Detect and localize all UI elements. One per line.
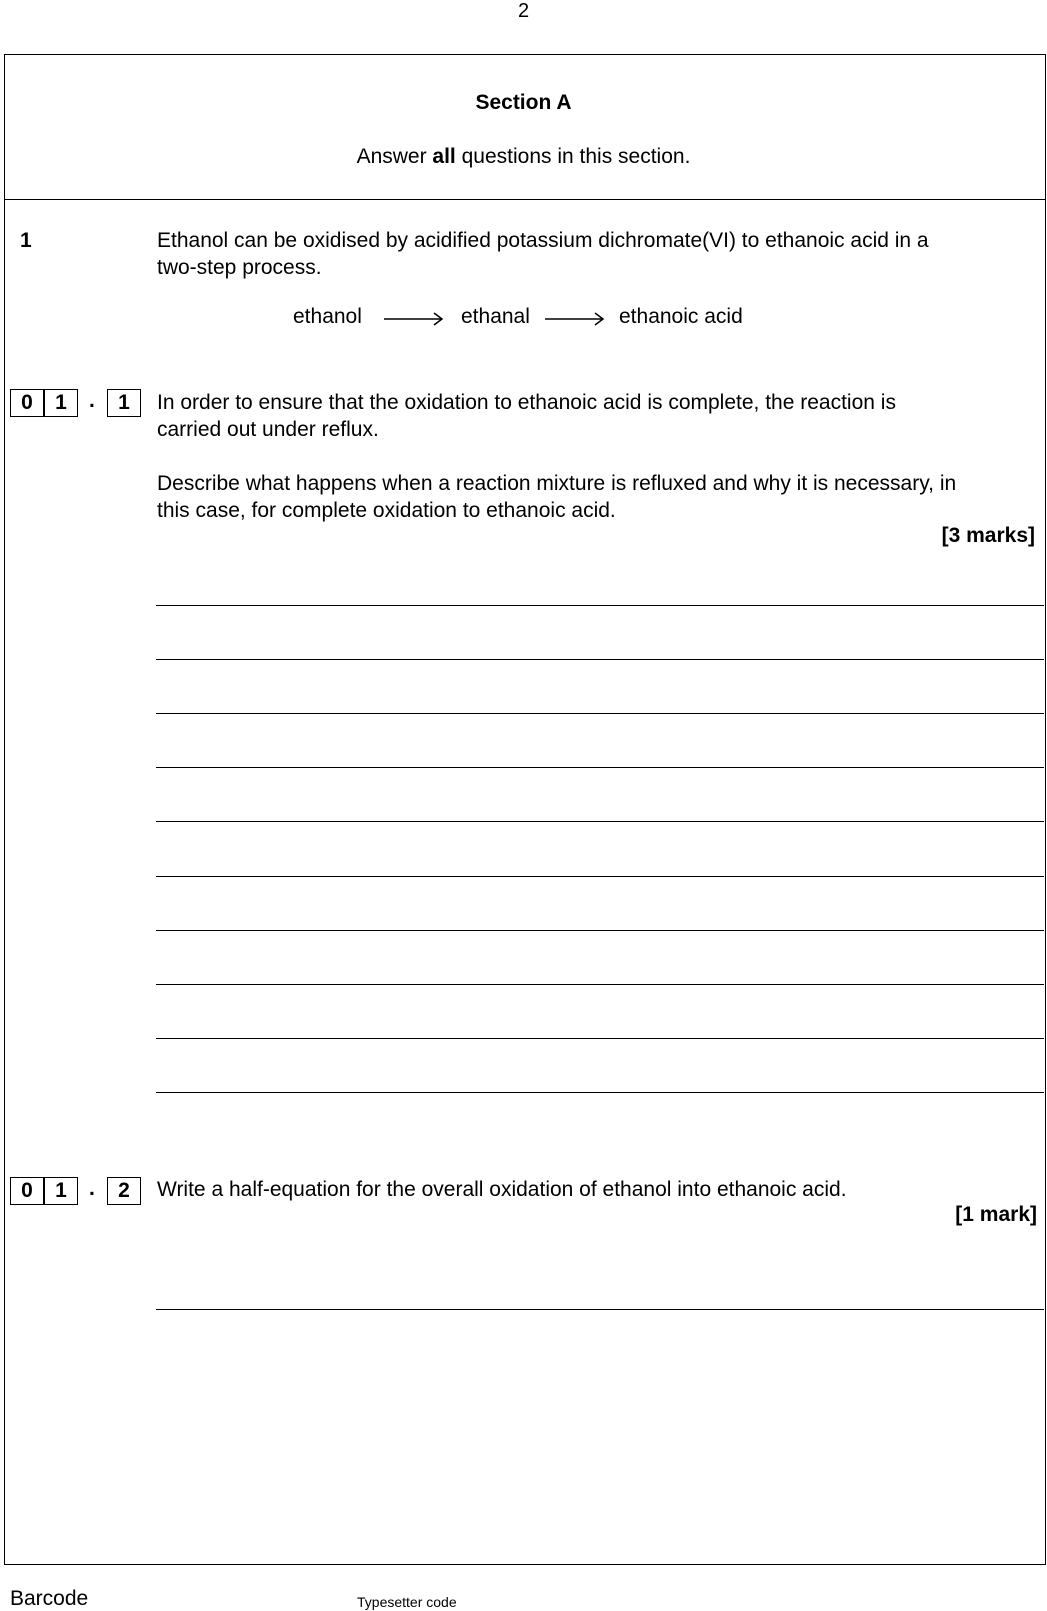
answer-line[interactable] [156, 659, 1044, 660]
marks-label: [3 marks] [941, 524, 1035, 547]
part-text [157, 470, 956, 524]
scheme-arrow-2 [545, 311, 607, 327]
scheme-ethanol: ethanol [293, 305, 362, 328]
footer-typesetter-code: Typesetter code [357, 1594, 457, 1610]
answer-line[interactable] [156, 767, 1044, 768]
answer-line[interactable] [156, 1309, 1044, 1310]
part-text-line: In order to ensure that the oxidation to ethanoic acid is complete, the reaction is [157, 391, 896, 414]
question-code-dot: . [89, 389, 95, 412]
question-intro [157, 227, 929, 281]
scheme-arrow-1 [384, 311, 446, 327]
section-divider [4, 199, 1046, 200]
answer-line[interactable] [156, 1038, 1044, 1039]
instruction-pre: Answer [356, 145, 433, 168]
instruction-bold: all [432, 145, 456, 168]
scheme-ethanal: ethanal [461, 305, 530, 328]
question-code-dot: . [89, 1177, 95, 1200]
scheme-ethanoic-acid: ethanoic acid [619, 305, 743, 328]
question-number: 1 [20, 229, 32, 252]
page-number: 2 [517, 0, 530, 22]
answer-line[interactable] [156, 930, 1044, 931]
part-text [157, 1176, 847, 1203]
part-text-line: Write a half-equation for the overall oxidation of ethanol into ethanoic acid. [157, 1178, 847, 1201]
answer-line[interactable] [156, 1092, 1044, 1093]
marks-label: [1 mark] [955, 1203, 1037, 1226]
section-title: Section A [475, 91, 572, 114]
question-code-box: 0 [10, 389, 44, 417]
question-intro-line: Ethanol can be oxidised by acidified potassium dichromate(VI) to ethanoic acid in a [157, 229, 929, 252]
answer-line[interactable] [156, 984, 1044, 985]
part-text-line: this case, for complete oxidation to ethanoic acid. [157, 499, 616, 522]
answer-line[interactable] [156, 821, 1044, 822]
question-intro-line: two-step process. [157, 256, 322, 279]
section-instruction [0, 145, 1047, 169]
part-text-line: carried out under reflux. [157, 418, 379, 441]
question-code-box: 1 [44, 1177, 78, 1205]
answer-line[interactable] [156, 876, 1044, 877]
question-code-box: 2 [107, 1177, 141, 1205]
question-code-box: 1 [44, 389, 78, 417]
part-text [157, 389, 896, 443]
instruction-post: questions in this section. [455, 145, 691, 168]
question-code-box: 0 [10, 1177, 44, 1205]
question-code-box: 1 [107, 389, 141, 417]
part-text-line: Describe what happens when a reaction mixture is refluxed and why it is necessary, in [157, 472, 957, 495]
answer-line[interactable] [156, 605, 1044, 606]
answer-line[interactable] [156, 713, 1044, 714]
footer-barcode: Barcode [10, 1587, 89, 1610]
